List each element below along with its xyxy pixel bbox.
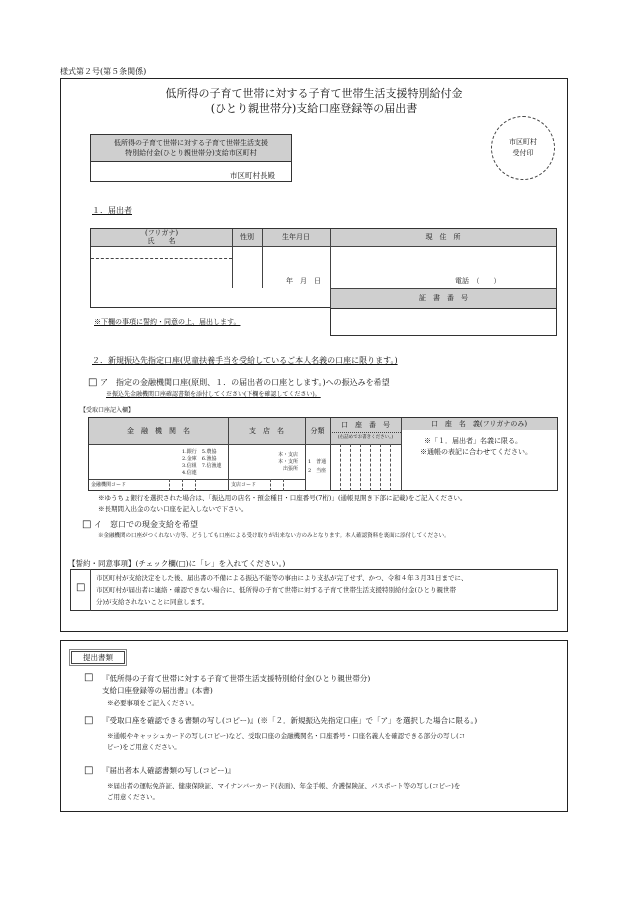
code-divider bbox=[283, 479, 284, 491]
col-divider bbox=[401, 418, 402, 491]
digit-divider bbox=[360, 444, 361, 491]
doc1-title bbox=[102, 673, 370, 697]
doc3-note bbox=[107, 781, 460, 803]
digit-divider bbox=[350, 444, 351, 491]
address-label: 現 住 所 bbox=[425, 233, 461, 242]
row-divider bbox=[330, 432, 401, 433]
account-types bbox=[308, 458, 326, 476]
doc1-checkbox[interactable]: □ bbox=[84, 672, 94, 683]
option-a-checkbox[interactable]: □ bbox=[88, 377, 98, 388]
option-a-note: ※振込先金融機関口座確認書類を添付してください(下欄を確認してください)。 bbox=[106, 391, 321, 398]
account-number-note: (右詰めでお書きください。) bbox=[337, 435, 394, 441]
col-divider bbox=[305, 418, 306, 491]
digit-divider bbox=[340, 444, 341, 491]
pledge-line-3: 分)が支給されないことに同意します。 bbox=[96, 598, 209, 606]
account-type-1: 1 普通 bbox=[308, 459, 327, 465]
bank-type-1: 1.銀行 5.農協 bbox=[182, 449, 217, 455]
digit-divider bbox=[380, 444, 381, 491]
branch-code-label: 支店コード bbox=[231, 482, 257, 488]
option-i-label: イ 窓口での現金支給を希望 bbox=[94, 520, 198, 529]
pledge-heading: 【誓約・同意事項】(チェック欄(□)に「レ」を入れてください。) bbox=[68, 559, 286, 568]
stamp-line-1: 市区町村 bbox=[509, 138, 537, 146]
page-title bbox=[60, 86, 568, 116]
cert-number-field[interactable] bbox=[330, 308, 557, 336]
doc3-title: 『届出者本人確認書類の写し(コピー)』 bbox=[102, 766, 236, 775]
option-i-note: ※金融機関の口座がつくれない方等、どうしても口座による受け取りが出来ない方のみとなります。本人確認資料を裏面に添付してください。 bbox=[98, 533, 450, 539]
pledge-divider bbox=[90, 569, 91, 611]
doc1-line-2: 支給口座登録等の届出書』(本書) bbox=[102, 686, 213, 695]
documents-heading: 提出書類 bbox=[71, 651, 125, 664]
row-divider bbox=[91, 246, 556, 247]
option-a[interactable] bbox=[88, 377, 390, 390]
title-line-2: (ひとり親世帯分)支給口座登録等の届出書 bbox=[210, 102, 418, 115]
bank-type-3: 3.信組 7.信漁連 bbox=[182, 463, 222, 469]
digit-divider bbox=[390, 444, 391, 491]
pledge-text bbox=[96, 572, 468, 608]
row-divider bbox=[228, 479, 305, 480]
doc2-title: 『受取口座を確認できる書類の写し(コピー)』(※「２．新規振込先指定口座」で「ア」を選択した場合に限る。) bbox=[102, 716, 478, 725]
branch-type-2: 本・支所 bbox=[278, 459, 299, 465]
title-line-1: 低所得の子育て世帯に対する子育て世帯生活支援特別給付金 bbox=[165, 87, 463, 100]
form-number: 様式第２号(第５条関係) bbox=[60, 67, 147, 76]
account-type-2: 2 当座 bbox=[308, 468, 327, 474]
holder-note-2: ※通帳の表記に合わせてください。 bbox=[420, 448, 532, 456]
doc2-note-1: ※通帳やキャッシュカードの写し(コピー)など、受取口座の金融機関名・口座番号・口座名義人を確認できる部分の写し(コ bbox=[107, 732, 466, 740]
col-divider bbox=[232, 229, 233, 288]
phone-label: 電話 （ ） bbox=[455, 277, 501, 285]
yucho-note: ※ゆうちょ銀行を選択された場合は、「振込用の店名・預金種目・口座番号(7桁)」(通帳見開き下部に記載)をご記入ください。 bbox=[98, 494, 467, 502]
col-divider bbox=[228, 418, 229, 491]
holder-note-1: ※「１．届出者」名義に限る。 bbox=[424, 437, 522, 445]
code-divider bbox=[270, 479, 271, 491]
option-i[interactable] bbox=[82, 519, 198, 532]
row-divider bbox=[91, 258, 232, 259]
code-divider bbox=[195, 479, 196, 491]
bank-type-2: 2.金庫 6.漁協 bbox=[182, 456, 217, 462]
option-a-label: ア 指定の金融機関口座(原則、１．の届出者の口座とします。)への振込みを希望 bbox=[100, 378, 390, 387]
mayor-label: 市区町村長殿 bbox=[230, 171, 275, 180]
account-number-label: 口 座 番 号 bbox=[341, 420, 390, 429]
furigana-label: (フリガナ) bbox=[144, 228, 179, 237]
row-divider bbox=[89, 479, 228, 480]
doc1-note: ※必要事項をご記入ください。 bbox=[107, 699, 198, 707]
doc1-line-1: 『低所得の子育て世帯に対する子育て世帯生活支援特別給付金(ひとり親世帯分) bbox=[102, 674, 371, 683]
addressee-line-2: 特別給付金(ひとり親世帯分)支給市区町村 bbox=[125, 149, 257, 157]
section2-heading: ２．新規振込先指定口座(児童扶養手当を受給しているご本人名義の口座に限ります。) bbox=[92, 356, 398, 365]
branch-types bbox=[278, 452, 298, 473]
reception-stamp bbox=[491, 116, 555, 180]
birthdate-label: 生年月日 bbox=[282, 233, 310, 242]
doc2-note-2: ピー)をご用意ください。 bbox=[107, 743, 181, 751]
digit-divider bbox=[370, 444, 371, 491]
dormant-note: ※長期間入出金のない口座を記入しないで下さい。 bbox=[98, 505, 248, 513]
col-divider bbox=[330, 418, 331, 491]
bank-code-label: 金融機関コード bbox=[91, 482, 127, 488]
pledge-note: ※下欄の事項に誓約・同意の上、届出します。 bbox=[94, 318, 241, 326]
doc2-checkbox[interactable]: □ bbox=[84, 715, 94, 726]
name-label: 氏 名 bbox=[147, 237, 176, 246]
bank-types bbox=[182, 449, 222, 477]
branch-type-3: 出張所 bbox=[283, 466, 299, 472]
addressee-box bbox=[90, 134, 292, 162]
code-divider bbox=[182, 479, 183, 491]
gender-label: 性別 bbox=[240, 233, 254, 242]
birthdate-format: 年 月 日 bbox=[286, 277, 321, 285]
pledge-line-2: 市区町村が届出者に連絡・確認できない場合に、低所得の子育て世帯に対する子育て世帯生活支援特別給付金(ひとり親世帯 bbox=[96, 586, 457, 594]
stamp-line-2: 受付印 bbox=[512, 149, 534, 157]
code-divider bbox=[169, 479, 170, 491]
bank-table-label: 【受取口座記入欄】 bbox=[80, 407, 135, 414]
doc2-note bbox=[107, 731, 465, 753]
pledge-checkbox[interactable]: □ bbox=[76, 582, 86, 593]
holder-label: 口 座 名 義(フリガナのみ) bbox=[430, 419, 528, 428]
bank-name-label: 金 融 機 関 名 bbox=[127, 426, 190, 435]
doc3-note-2: ご用意ください。 bbox=[107, 793, 159, 801]
pledge-line-1: 市区町村が支給決定をした後、届出書の不備による振込不能等の事由により支払が完了せず、かつ、令和４年３月31日までに、 bbox=[96, 574, 468, 582]
doc3-checkbox[interactable]: □ bbox=[84, 765, 94, 776]
option-i-checkbox[interactable]: □ bbox=[82, 519, 92, 530]
row-divider bbox=[89, 444, 401, 445]
branch-name-label: 支 店 名 bbox=[249, 426, 284, 435]
cert-number-label: 証 書 番 号 bbox=[331, 289, 556, 308]
section1-heading: １．届出者 bbox=[92, 206, 132, 215]
addressee-line-1: 低所得の子育て世帯に対する子育て世帯生活支援 bbox=[114, 139, 268, 147]
branch-type-1: 本・支店 bbox=[278, 452, 299, 458]
col-divider bbox=[262, 229, 263, 288]
bank-type-4: 4.信連 bbox=[182, 470, 197, 476]
doc3-note-1: ※届出者の運転免許証、健康保険証、マイナンバーカード(表面)、年金手帳、介護保険証、パスポート等の写し(コピー)を bbox=[107, 782, 461, 790]
category-label: 分類 bbox=[310, 426, 325, 435]
